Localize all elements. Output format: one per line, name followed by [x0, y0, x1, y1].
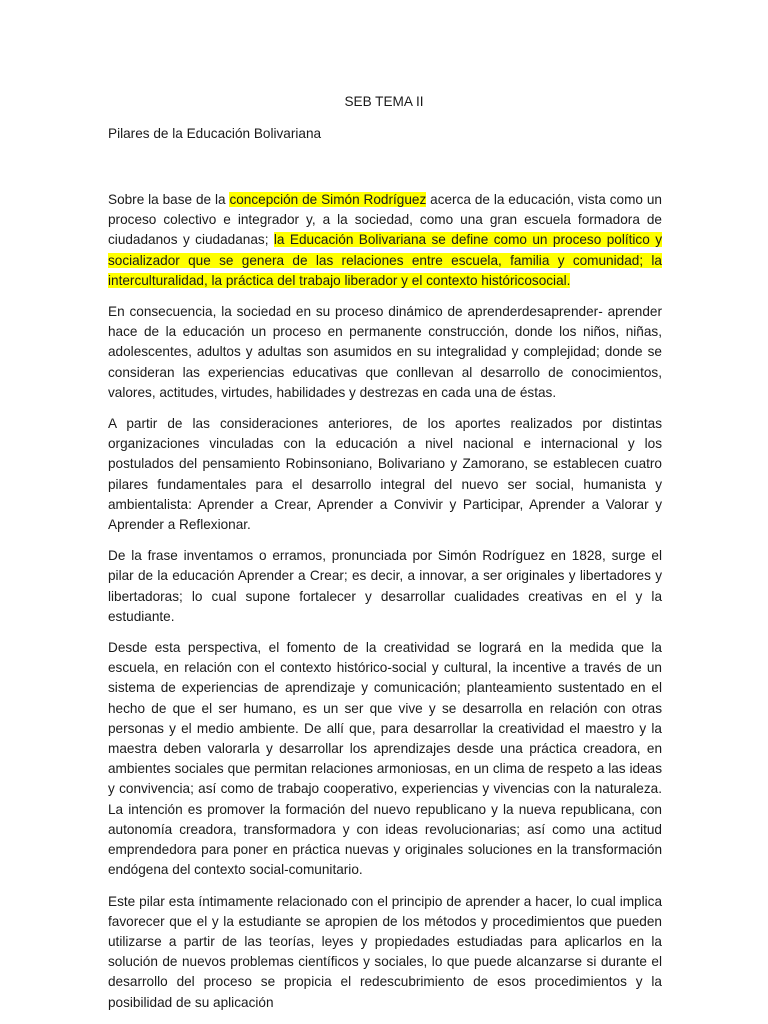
document-subtitle: Pilares de la Educación Bolivariana [108, 126, 322, 141]
document-title: SEB TEMA II [344, 94, 424, 109]
paragraph-intro [108, 190, 662, 291]
paragraph: Desde esta perspectiva, el fomento de la creatividad se logrará en la medida que la escuela, en relación con el contexto histórico-social y cultural, la incentive a través de un sistema de experiencias de aprendizaje y comunicación; planteamiento sustentado en el hecho de que el ser humano, es un ser que vive y se desarrolla en relación con otras personas y el medio ambiente. De allí que, para desarrollar la creatividad el maestro y la maestra deben valorarla y desarrollar los aprendizajes desde una práctica creadora, en ambientes sociales que permitan relaciones armoniosas, en un clima de respeto a las ideas y convivencia; así como de trabajo cooperativo, experiencias y vivencias con la naturaleza. La intención es promover la formación del nuevo republicano y la nueva republicana, con autonomía creadora, transformadora y con ideas revolucionarias; así como una actitud emprendedora para poner en práctica nuevas y originales soluciones en la transformación endógena del contexto social-comunitario. [108, 640, 662, 878]
paragraph-intro-text-1: Sobre la base de la [108, 192, 230, 207]
paragraph: Este pilar esta íntimamente relacionado con el principio de aprender a hacer, lo cual implica favorecer que el y la estudiante se apropien de los métodos y procedimientos que pueden utilizarse a partir de las teorías, leyes y propiedades estudiadas para aplicarlos en la solución de nuevos problemas científicos y sociales, lo que puede alcanzarse si durante el desarrollo del proceso se propicia el redescubrimiento de esos procedimientos y la posibilidad de su aplicación [108, 893, 662, 1010]
highlighted-text-definition: la Educación Bolivariana se define como un proceso político y socializador que se genera de las relaciones entre escuela, familia y comunidad; la interculturalidad, la práctica del trabajo liberador y el contexto históricosocial. [108, 232, 662, 288]
paragraph: En consecuencia, la sociedad en su proceso dinámico de aprenderdesaprender- aprender hace de la educación un proceso en permanente construcción, donde los niños, niñas, adolescentes, adultos y adultas son asumidos en su integralidad y complejidad; donde se consideran las experiencias educativas que conllevan al desarrollo de conocimientos, valores, actitudes, virtudes, habilidades y destrezas en cada una de éstas. [108, 304, 662, 400]
paragraph: De la frase inventamos o erramos, pronunciada por Simón Rodríguez en 1828, surge el pilar de la educación Aprender a Crear; es decir, a innovar, a ser originales y libertadores y libertadoras; lo cual supone fortalecer y desarrollar cualidades creativas en el y la estudiante. [108, 548, 662, 624]
paragraph-intro-text-2: acerca de la educación, vista como un proceso colectivo e integrador y, a la sociedad, como una gran escuela formadora de ciudadanos y ciudadanas; [108, 192, 662, 248]
document-body [108, 190, 662, 1024]
highlighted-text-simon-rodriguez: concepción de Simón Rodríguez [229, 192, 427, 207]
paragraph: A partir de las consideraciones anteriores, de los aportes realizados por distintas organizaciones vinculadas con la educación a nivel nacional e internacional y los postulados del pensamiento Robinsoniano, Bolivariano y Zamorano, se establecen cuatro pilares fundamentales para el desarrollo integral del nuevo ser social, humanista y ambientalista: Aprender a Crear, Aprender a Convivir y Participar, Aprender a Valorar y Aprender a Reflexionar. [108, 416, 662, 533]
